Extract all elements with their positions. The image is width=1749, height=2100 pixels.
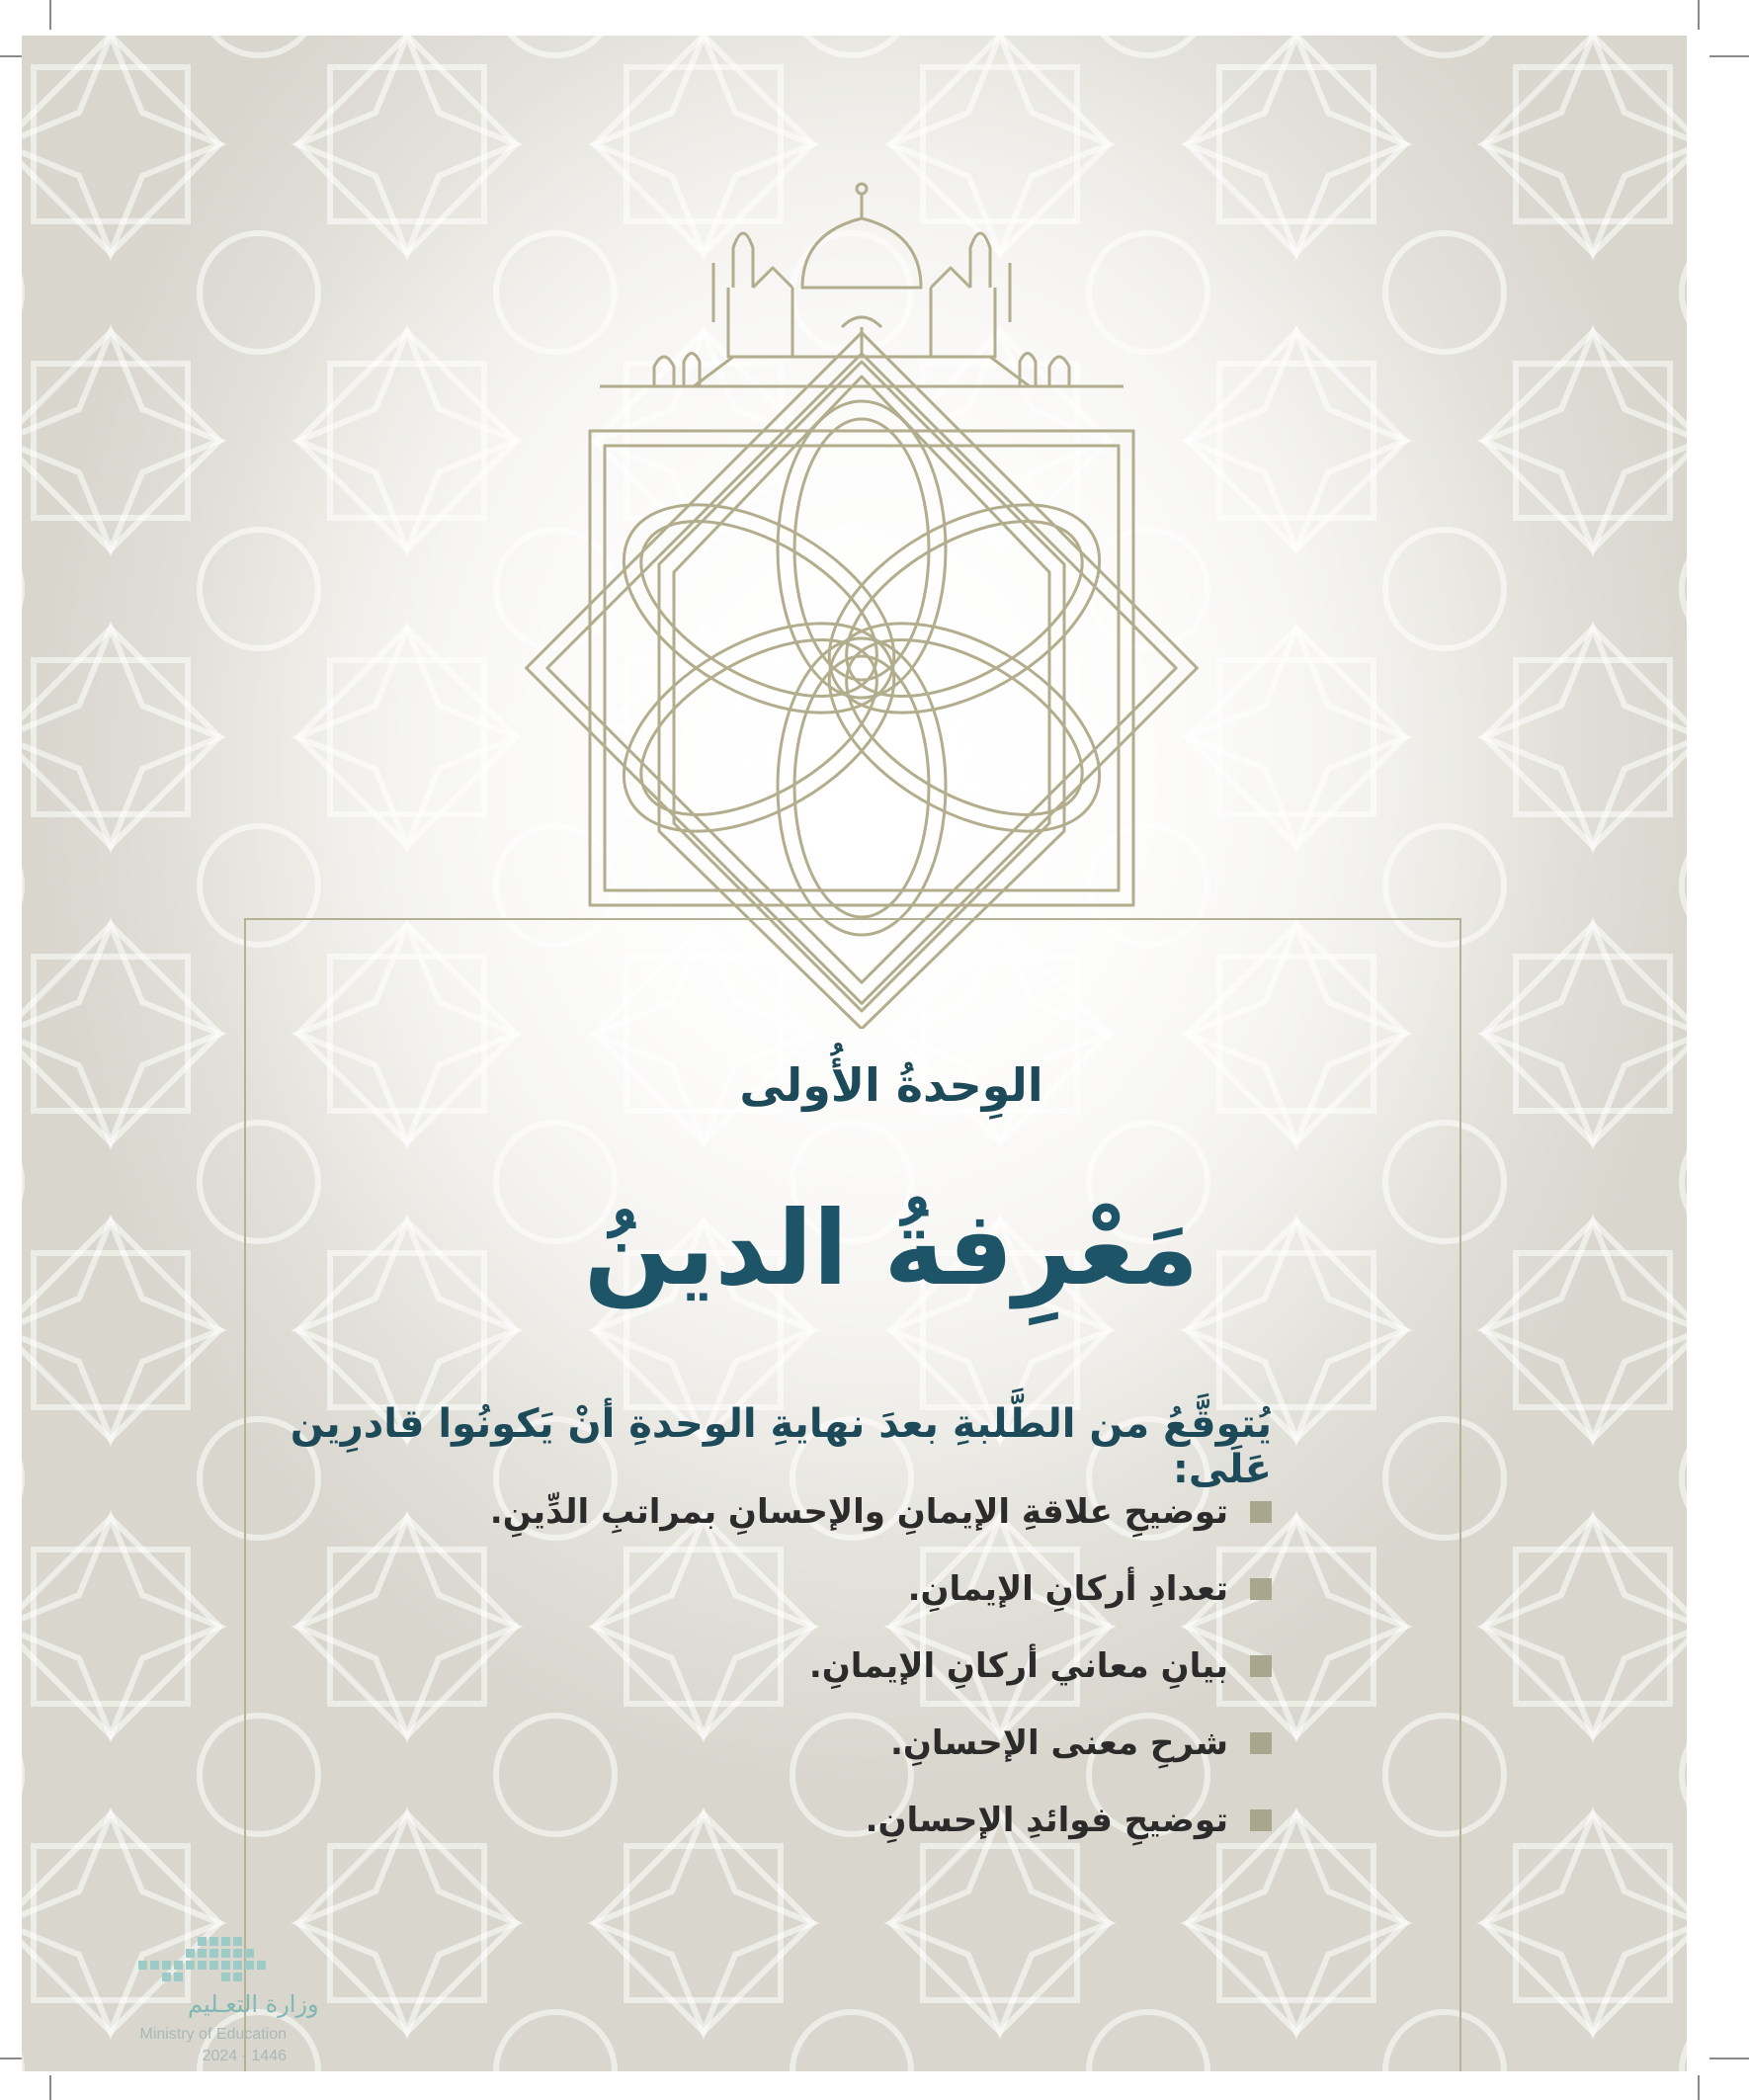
objective-text: شرحِ معنى الإحسانِ. xyxy=(889,1723,1228,1763)
mosque-star-ornament xyxy=(506,149,1217,1029)
objectives-list xyxy=(185,1486,1272,1872)
unit-title: مَعْرِفةُ الدينُ xyxy=(583,1188,1200,1308)
square-bullet-icon xyxy=(1250,1655,1272,1677)
objective-item xyxy=(185,1563,1272,1615)
crop-mark xyxy=(1698,0,1700,30)
crop-mark xyxy=(1698,2075,1700,2100)
objective-item xyxy=(185,1640,1272,1692)
objectives-intro: يُتوقَّعُ من الطَّلبةِ بعدَ نهايةِ الوحدةِ أنْ يَكونُوا قادرِين عَلَى: xyxy=(290,1401,1272,1492)
square-bullet-icon xyxy=(1250,1578,1272,1600)
crop-mark xyxy=(1709,2058,1749,2059)
crop-mark xyxy=(49,2075,51,2100)
ministry-logo-icon xyxy=(119,1933,287,1988)
objective-item xyxy=(185,1486,1272,1538)
objective-text: توضيحِ علاقةِ الإيمانِ والإحسانِ بمراتبِ الدِّينِ. xyxy=(489,1492,1228,1532)
square-bullet-icon xyxy=(1250,1732,1272,1754)
objective-item xyxy=(185,1718,1272,1769)
ministry-name-english: Ministry of Education xyxy=(139,2026,287,2043)
objective-text: تعدادِ أركانِ الإيمانِ. xyxy=(907,1569,1228,1609)
unit-cover-page xyxy=(22,36,1687,2071)
objective-text: بيانِ معاني أركانِ الإيمانِ. xyxy=(808,1646,1228,1686)
crop-mark xyxy=(49,0,51,30)
square-bullet-icon xyxy=(1250,1501,1272,1523)
objective-text: توضيحِ فوائدِ الإحسانِ. xyxy=(865,1801,1228,1840)
ministry-logo xyxy=(119,1933,346,2071)
frame-right-line xyxy=(1459,918,1461,2071)
ministry-year: 2024 - 1446 xyxy=(202,2048,287,2064)
square-bullet-icon xyxy=(1250,1809,1272,1831)
crop-mark xyxy=(1709,55,1749,57)
unit-label: الوِحدةُ الأُولى xyxy=(739,1058,1043,1112)
ministry-name-arabic: وزارة التعـليم xyxy=(188,1990,319,2018)
objective-item xyxy=(185,1795,1272,1846)
